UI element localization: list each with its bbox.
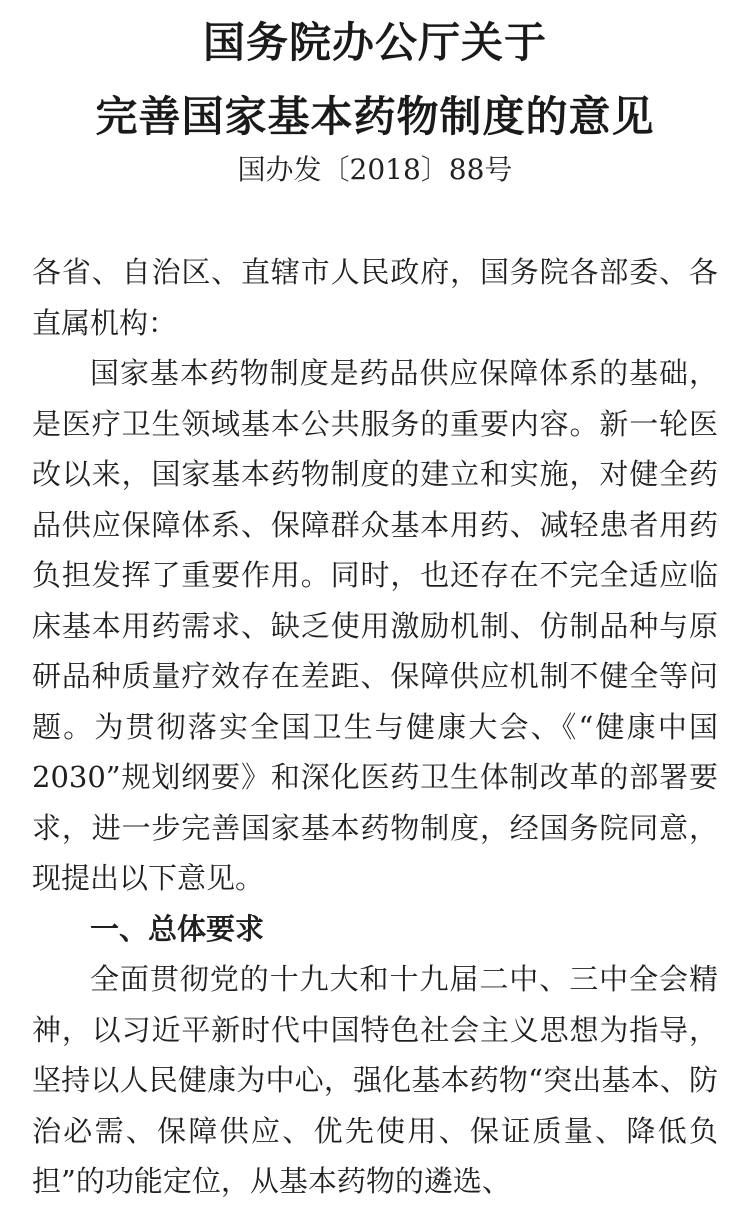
document-title-line2: 完善国家基本药物制度的意见: [95, 92, 655, 141]
section-heading-general-requirements: 一、总体要求: [90, 911, 265, 946]
paragraph-intro: 国家基本药物制度是药品供应保障体系的基础，是医疗卫生领域基本公共服务的重要内容。新一轮医改以来，国家基本药物制度的建立和实施，对健全药品供应保障体系、保障群众基本用药、减轻患者用药负担发挥了重要作用。同时，也还存在不完全适应临床基本用药需求、缺乏使用激励机制、仿制品种与原研品种质量疗效存在差距、保障供应机制不健全等问题。为贯彻落实全国卫生与健康大会、《“健康中国2030”规划纲要》和深化医药卫生体制改革的部署要求，进一步完善国家基本药物制度，经国务院同意，现提出以下意见。: [32, 356, 718, 895]
paragraph-general-requirements: 全面贯彻党的十九大和十九届二中、三中全会精神，以习近平新时代中国特色社会主义思想为指导，坚持以人民健康为中心，强化基本药物“突出基本、防治必需、保障供应、优先使用、保证质量、降低负担”的功能定位，从基本药物的遴选、: [32, 962, 718, 1198]
document-title-line1: 国务院办公厅关于: [202, 18, 547, 67]
document-body: [32, 247, 718, 1207]
document-number: 国办发〔2018〕88号: [237, 153, 513, 186]
addressee-line: 各省、自治区、直辖市人民政府，国务院各部委、各直属机构：: [32, 255, 718, 340]
